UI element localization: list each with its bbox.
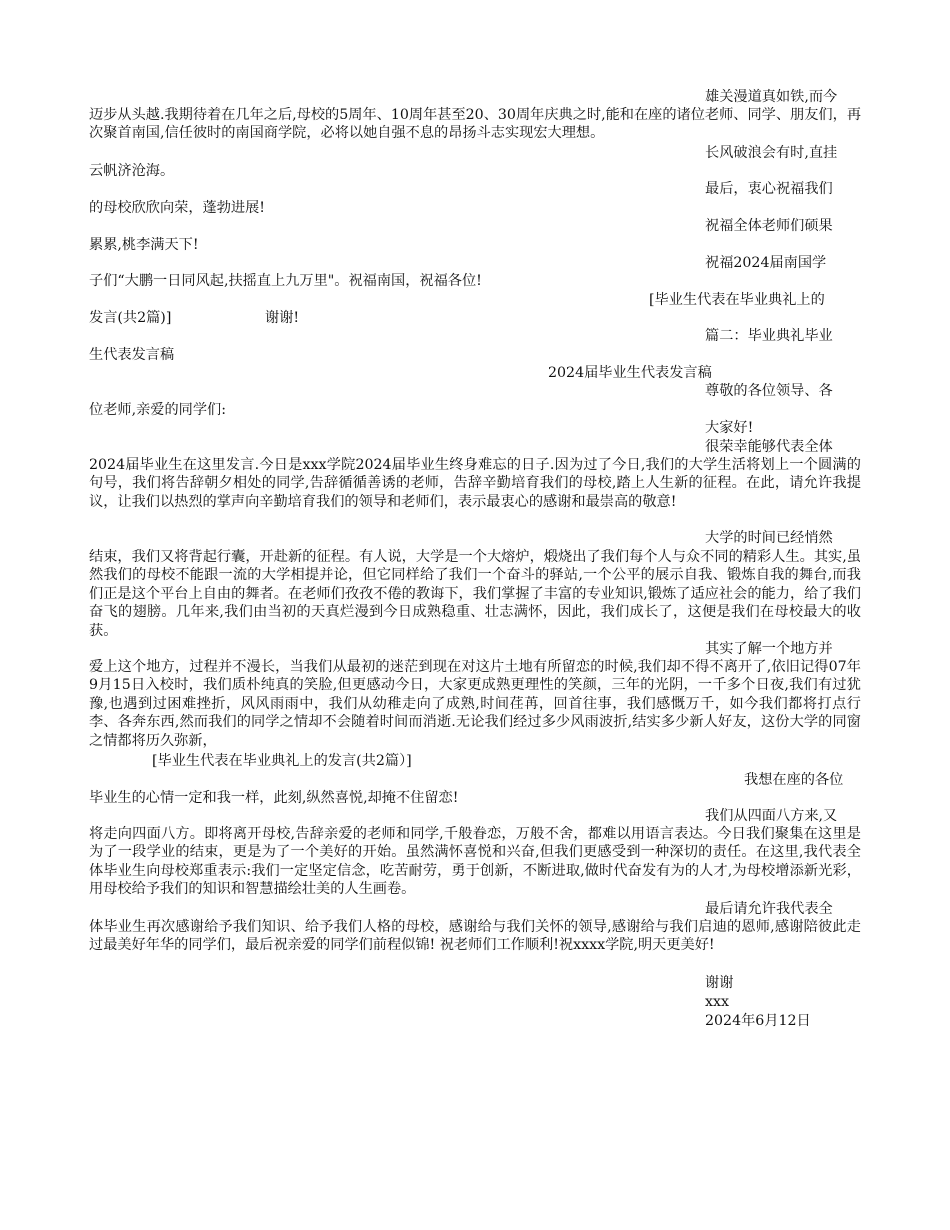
s5-tail: 子们“大鹏一日同风起,扶摇直上九万里"。祝福南国，祝福各位! — [89, 273, 482, 289]
s1-lead: 雄关漫道真如铁,而今 — [705, 89, 838, 105]
speech-title: 2024届毕业生代表发言稿 — [548, 365, 712, 381]
s7-tail: 生代表发言稿 — [89, 347, 175, 363]
s5-lead: 祝福2024届南国学 — [705, 255, 827, 271]
p4-lead: 我想在座的各位 — [744, 772, 844, 788]
s6-tail: 发言(共2篇)] — [89, 310, 172, 326]
p5-body: 将走向四面八方。即将离开母校,告辞亲爱的老师和同学,千般眷恋，万般不舍，都难以用语言表达。今日我们聚集在这里是为了一段学业的结束，更是为了一个美好的开始。虽然满怀喜悦和兴奋,但我们更感受到一种深切的责任。在这里,我代表全体毕业生向母校郑重表示:我们一定坚定信念，吃苦耐劳，勇于创新，不断进取,做时代奋发有为的人才,为母校增添新光彩，用母校给予我们的知识和智慧描绘壮美的人生画卷。 — [89, 826, 861, 898]
p3-lead: 其实了解一个地方并 — [705, 641, 833, 657]
s7-lead: 篇二：毕业典礼毕业 — [705, 328, 833, 344]
p5-lead: 我们从四面八方来,又 — [705, 808, 838, 824]
p1-body: 2024届毕业生在这里发言.今日是xxx学院2024届毕业生终身难忘的日子.因为过了今日,我们的大学生活将划上一个圆满的句号，我们将告辞朝夕相处的同学,告辞循循善诱的老师，告辞辛勤培育我们的母校,踏上人生新的征程。在此，请允许我提议，让我们以热烈的掌声向辛勤培育我们的领导和老师们，表示最衷心的感谢和最崇高的敬意! — [89, 457, 861, 510]
s4-tail: 累累,桃李满天下! — [89, 237, 199, 253]
p3-body: 爱上这个地方，过程并不漫长，当我们从最初的迷茫到现在对这片土地有所留恋的时候,我们却不得不离开了,依旧记得07年9月15日入校时，我们质朴纯真的笑脸,但更感动今日，大家更成熟更理性的笑颜，三年的光阴，一千多个日夜,我们有过犹豫,也遇到过困难挫折，风风雨雨中，我们从幼稚走向了成熟,时间荏苒，回首往事，我们感慨万千，如今我们都将打点行李、各奔东西,然而我们的同学之情却不会随着时间而消逝.无论我们经过多少风雨波折,结实多少新人好友，这份大学的同窗之情都将历久弥新， — [89, 659, 861, 749]
s1-body: 迈步从头越.我期待着在几年之后,母校的5周年、10周年甚至20、30周年庆典之时,能和在座的诸位老师、同学、朋友们，再次聚首南国,信任彼时的南国商学院，必将以她自强不息的昂扬斗志实现宏大理想。 — [89, 107, 862, 142]
s4-lead: 祝福全体老师们硕果 — [705, 218, 833, 234]
signature-date: 2024年6月12日 — [705, 1013, 811, 1029]
p6-body: 体毕业生再次感谢给予我们知识、给予我们人格的母校，感谢给与我们关怀的领导,感谢给与我们启迪的恩师,感谢陪彼此走过最美好年华的同学们，最后祝亲爱的同学们前程似锦! 祝老师们工作顺利!祝xxxx学院,明天更美好! — [89, 919, 861, 954]
s8-lead: 尊敬的各位领导、各 — [705, 383, 833, 399]
greeting: 大家好! — [705, 420, 754, 436]
s2-lead: 长风破浪会有时,直挂 — [705, 145, 838, 161]
s3-lead: 最后，衷心祝福我们 — [705, 181, 833, 197]
p2-lead: 大学的时间已经悄然 — [705, 530, 833, 546]
s2-tail: 云帆济沧海。 — [89, 163, 175, 179]
s3-tail: 的母校欣欣向荣，蓬勃进展! — [89, 200, 265, 216]
p2-body: 结束，我们又将背起行囊，开赴新的征程。有人说，大学是一个大熔炉，煅烧出了我们每个人与众不同的精彩人生。其实,虽然我们的母校不能跟一流的大学相提并论，但它同样给了我们一个奋斗的驿站,一个公平的展示自我、锻炼自我的舞台,而我们正是这个平台上自由的舞者。在老师们孜孜不倦的教诲下，我们掌握了丰富的专业知识,锻炼了适应社会的能力，给了我们奋飞的翅膀。几年来,我们由当初的天真烂漫到今日成熟稳重、壮志满怀，因此，我们成长了，这便是我们在母校最大的收获。 — [89, 549, 861, 639]
p1-lead: 很荣幸能够代表全体 — [705, 439, 833, 455]
doc-reference: [毕业生代表在毕业典礼上的发言(共2篇）] — [152, 753, 412, 769]
s6-lead: [毕业生代表在毕业典礼上的 — [649, 292, 825, 308]
p6-lead: 最后请允许我代表全 — [705, 901, 833, 917]
p4-tail: 毕业生的心情一定和我一样，此刻,纵然喜悦,却掩不住留恋! — [89, 790, 459, 806]
signature-name: xxx — [705, 994, 730, 1010]
thanks-inline: 谢谢! — [265, 310, 300, 326]
s8-tail: 位老师,亲爱的同学们: — [89, 402, 226, 418]
closing-thanks: 谢谢 — [705, 975, 734, 991]
